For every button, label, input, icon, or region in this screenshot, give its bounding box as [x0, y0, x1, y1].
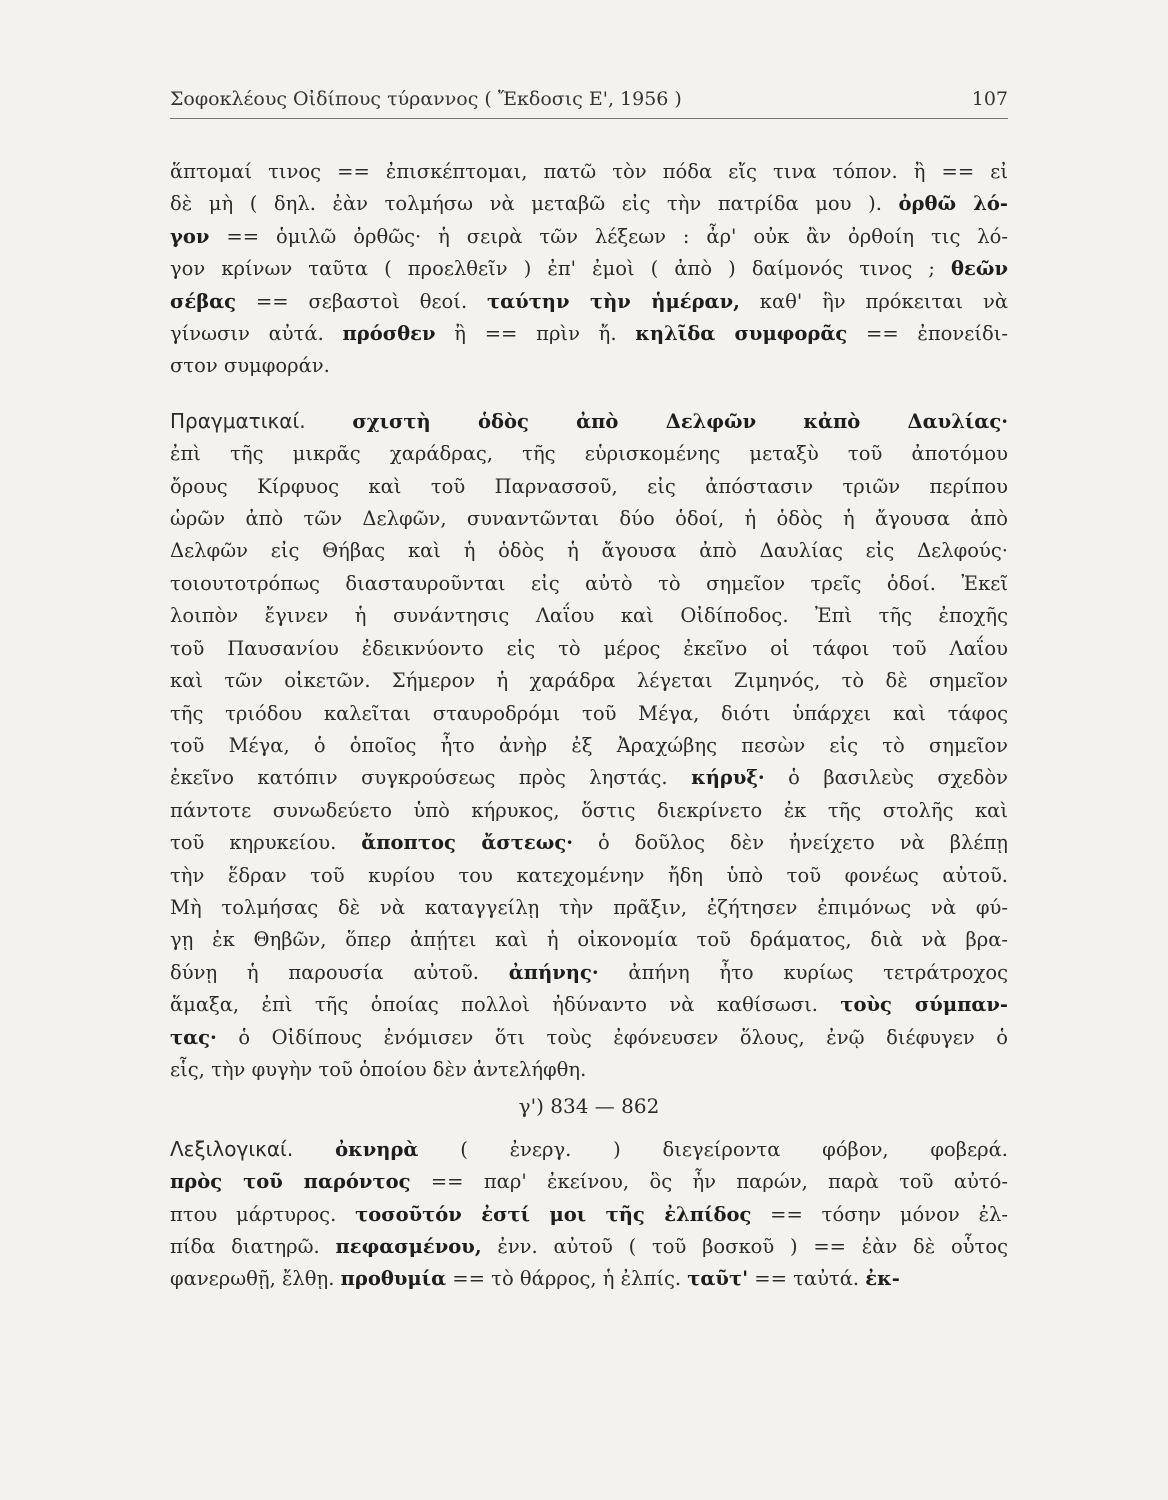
text-run: φανερωθῇ, ἔλθῃ. [170, 1267, 341, 1291]
text-run: γίνωσιν αὐτά. [170, 322, 343, 346]
text-run: ἀπήνη ἦτο κυρίως τετράτροχος [598, 960, 1008, 984]
text-run: πίδα διατηρῶ. [170, 1235, 336, 1258]
text-run: τῆς τριόδου καλεῖται σταυροδρόμι τοῦ Μέγα, διότι ὑπάρχει καὶ τάφος [170, 701, 1008, 725]
text-run: ἅπτομαί τινος == ἐπισκέπτομαι, πατῶ τὸν πόδα εἴς τινα τόπον. ἢ == εἰ [170, 160, 1008, 183]
text-line [170, 633, 1008, 665]
bold-term: ὀρθῶ λό- [898, 192, 1008, 216]
page-body [170, 156, 1008, 1296]
paragraph-gap [170, 383, 1008, 405]
text-run: ἐκεῖνο κατόπιν συγκρούσεως πρὸς ληστάς. [170, 766, 692, 790]
text-run: τοῦ Μέγα, ὁ ὁποῖος ἦτο ἀνὴρ ἐξ Ἀραχώβης πεσὼν εἰς τὸ σημεῖον [170, 733, 1008, 757]
text-line [170, 957, 1008, 989]
bold-term: σχιστὴ ὁδὸς ἀπὸ Δελφῶν κἀπὸ Δαυλίας· [352, 409, 1008, 433]
paragraph-pragmatikai [170, 405, 1008, 1087]
bold-term: ἀπήνης· [508, 960, 599, 984]
text-run: τοῦ κηρυκείου. [170, 831, 362, 855]
text-run: == παρ' ἐκείνου, ὃς ἦν παρών, παρὰ τοῦ αὐτό- [410, 1170, 1008, 1194]
text-run: == τόσην μόνον ἐλ- [751, 1202, 1008, 1226]
text-line [170, 438, 1008, 470]
text-line [170, 318, 1008, 350]
bold-term: θεῶν [951, 257, 1008, 281]
bold-term: ὀκνηρὰ [335, 1137, 419, 1161]
text-run: στον συμφοράν. [170, 354, 330, 378]
text-run: ἅμαξα, ἐπὶ τῆς ὁποίας πολλοὶ ἠδύναντο νὰ καθίσωσι. [170, 993, 841, 1017]
text-run: ( ἐνεργ. ) διεγείροντα φόβον, φοβερά. [418, 1137, 1009, 1161]
text-run: πτου μάρτυρος. [170, 1202, 356, 1226]
header-title: Σοφοκλέους Οἰδίπους τύραννος ( Ἔκδοσις Ε', 1956 ) [170, 88, 682, 110]
text-run: τοιουτοτρόπως διασταυροῦνται εἰς αὐτὸ τὸ σημεῖον τρεῖς ὁδοί. Ἐκεῖ [170, 571, 1008, 595]
text-line [170, 892, 1008, 924]
text-run: τὴν ἕδραν τοῦ κυρίου του κατεχομένην ἤδη ὑπὸ τοῦ φονέως αὐτοῦ. [170, 863, 1008, 887]
text-line [170, 221, 1008, 253]
text-line [170, 600, 1008, 632]
text-line [170, 989, 1008, 1021]
text-run: Μὴ τολμήσας δὲ νὰ καταγγείλῃ τὴν πρᾶξιν, ἐζήτησεν ἐπιμόνως νὰ φύ- [170, 895, 1008, 919]
section-label: Λεξιλογικαί. [170, 1136, 336, 1161]
text-run: δύνῃ ἡ παρουσία αὐτοῦ. [170, 960, 509, 984]
text-run: καθ' ἣν πρόκειται νὰ [739, 289, 1008, 313]
text-line [170, 535, 1008, 567]
text-run: ἐπὶ τῆς μικρᾶς χαράδρας, τῆς εὑρισκομένης μεταξὺ τοῦ ἀποτόμου [170, 442, 1008, 466]
text-run: τοῦ Παυσανίου ἐδεικνύοντο εἰς τὸ μέρος ἐκεῖνο οἱ τάφοι τοῦ Λαΐου [170, 636, 1008, 660]
section-label: Πραγματικαί. [170, 408, 353, 433]
text-run: == σεβαστοὶ θεοί. [236, 289, 488, 313]
text-run: εἷς, τὴν φυγὴν τοῦ ὁποίου δὲν ἀντελήφθη. [170, 1057, 587, 1081]
text-run: == τὸ θάρρος, ἡ ἐλπίς. [446, 1267, 688, 1291]
text-line [170, 503, 1008, 535]
text-line [170, 1054, 1008, 1086]
bold-term: γον [170, 224, 210, 248]
bold-term: σέβας [170, 289, 237, 313]
text-line [170, 1022, 1008, 1054]
paragraph-lexilogikai [170, 1133, 1008, 1296]
text-line [170, 795, 1008, 827]
bold-term: τας· [170, 1025, 217, 1049]
text-line [170, 253, 1008, 285]
text-line [170, 405, 1008, 438]
bold-term: ἐκ- [865, 1267, 900, 1291]
bold-term: πεφασμένου, [335, 1235, 482, 1258]
text-line [170, 1133, 1008, 1166]
text-run: γον κρίνων ταῦτα ( προελθεῖν ) ἐπ' ἐμοὶ ( ἀπὸ ) δαίμονός τινος ; [170, 257, 952, 281]
text-run: δὲ μὴ ( δηλ. ἐὰν τολμήσω νὰ μεταβῶ εἰς τὴν πατρίδα μου ). [170, 192, 899, 216]
text-line [170, 762, 1008, 794]
text-run: πάντοτε συνωδεύετο ὑπὸ κήρυκος, ὅστις διεκρίνετο ἐκ τῆς στολῆς καὶ [170, 798, 1008, 822]
text-line [170, 471, 1008, 503]
text-run: ὁ βασιλεὺς σχεδὸν [764, 766, 1008, 790]
text-line [170, 1199, 1008, 1231]
bold-term: προθυμία [340, 1267, 447, 1291]
text-run: ἐνν. αὐτοῦ ( τοῦ βοσκοῦ ) == ἐὰν δὲ οὗτος [481, 1235, 1008, 1258]
page-number: 107 [971, 88, 1008, 110]
text-line [170, 730, 1008, 762]
paragraph-glossary-1 [170, 156, 1008, 383]
text-line [170, 1231, 1008, 1263]
text-run: ὄρους Κίρφυος καὶ τοῦ Παρνασσοῦ, εἰς ἀπόστασιν τριῶν περίπου [170, 474, 1008, 498]
text-run: == ὁμιλῶ ὀρθῶς· ἡ σειρὰ τῶν λέξεων : ἆρ' οὐκ ἂν ὀρθοίη τις λό- [209, 224, 1008, 248]
section-title: γ') 834 — 862 [518, 1094, 660, 1119]
bold-term: κηλῖδα συμφορᾶς [635, 322, 848, 346]
text-run: ἢ == πρὶν ἤ. [435, 322, 636, 346]
text-line [170, 188, 1008, 220]
bold-term: πρόσθεν [342, 322, 436, 346]
text-line [170, 665, 1008, 697]
text-run: γῃ ἐκ Θηβῶν, ὅπερ ἀπῄτει καὶ ἡ οἰκονομία τοῦ δράματος, διὰ νὰ βρα- [170, 928, 1008, 952]
running-header [170, 88, 1008, 119]
text-line [170, 827, 1008, 859]
text-line [170, 568, 1008, 600]
text-run: λοιπὸν ἔγινεν ἡ συνάντησις Λαΐου καὶ Οἰδίποδος. Ἐπὶ τῆς ἐποχῆς [170, 604, 1008, 628]
text-line [170, 286, 1008, 318]
text-run: ὁ Οἰδίπους ἐνόμισεν ὅτι τοὺς ἐφόνευσεν ὅλους, ἐνῷ διέφυγεν ὁ [216, 1025, 1008, 1049]
bold-term: κήρυξ· [691, 766, 765, 790]
text-line [170, 924, 1008, 956]
text-run: ὡρῶν ἀπὸ τῶν Δελφῶν, συναντῶνται δύο ὁδοί, ἡ ὁδὸς ἡ ἄγουσα ἀπὸ [170, 507, 1008, 531]
bold-term: πρὸς τοῦ παρόντος [170, 1170, 411, 1194]
text-run: == ταὐτά. [748, 1267, 866, 1291]
bold-term: τοσοῦτόν ἐστί μοι τῆς ἐλπίδος [355, 1202, 752, 1226]
text-line [170, 1166, 1008, 1198]
bold-term: ἄποπτος ἄστεως· [361, 831, 573, 855]
text-run: καὶ τῶν οἰκετῶν. Σήμερον ἡ χαράδρα λέγεται Ζιμηνός, τὸ δὲ σημεῖον [170, 669, 1008, 693]
text-run: Δελφῶν εἰς Θήβας καὶ ἡ ὁδὸς ἡ ἄγουσα ἀπὸ Δαυλίας εἰς Δελφούς· [170, 539, 1008, 563]
bold-term: ταῦτ' [687, 1267, 749, 1291]
text-line [170, 350, 1008, 382]
bold-term: ταύτην τὴν ἡμέραν, [487, 289, 740, 313]
text-line [170, 156, 1008, 188]
text-run: == ἐπονείδι- [847, 322, 1008, 346]
text-run: ὁ δοῦλος δὲν ἠνείχετο νὰ βλέπῃ [572, 831, 1008, 855]
text-line [170, 698, 1008, 730]
text-line [170, 860, 1008, 892]
bold-term: τοὺς σύμπαν- [840, 993, 1008, 1017]
text-line [170, 1263, 1008, 1295]
